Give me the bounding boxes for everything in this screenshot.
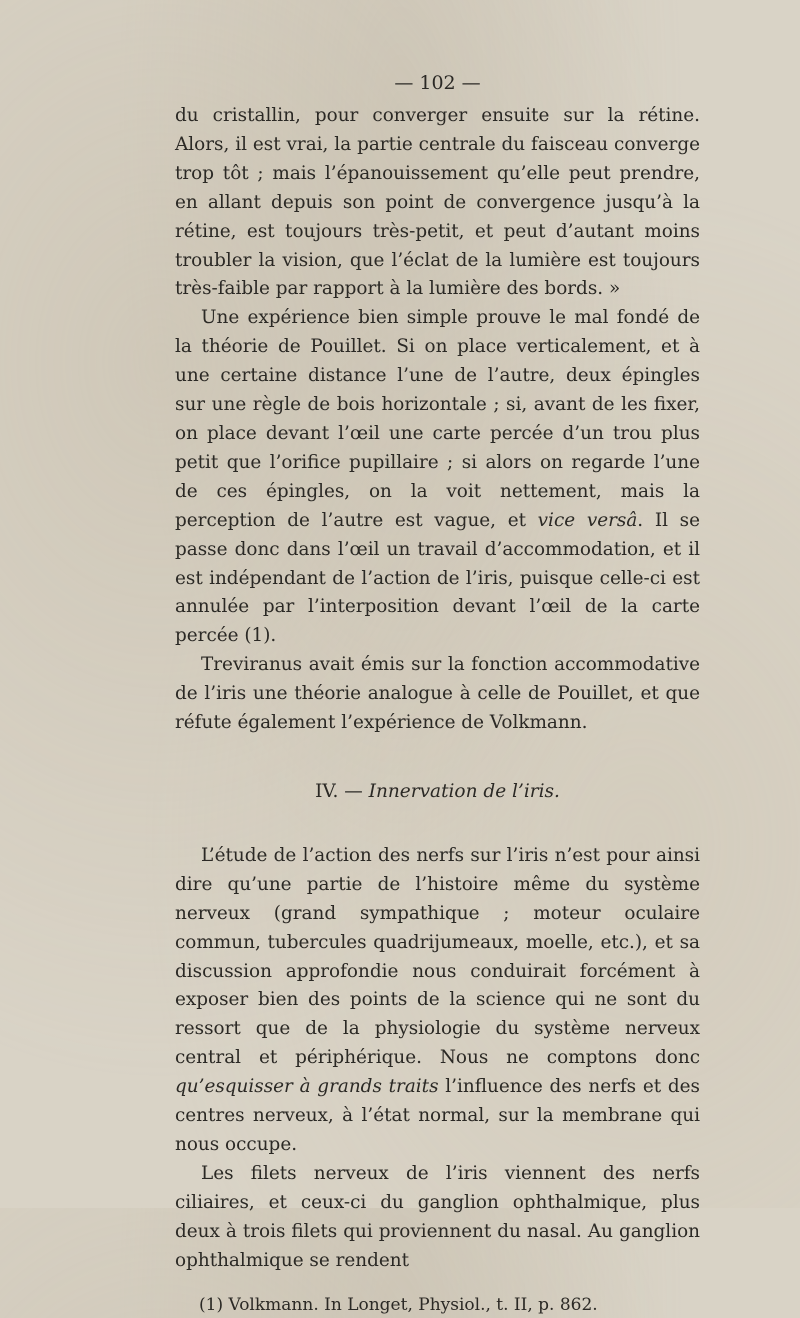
paragraph-experience [175, 304, 700, 651]
paragraph-italic: vice versâ [537, 509, 638, 531]
paragraph-filets [175, 1160, 700, 1276]
section-heading [175, 778, 700, 806]
paragraph-text: L’étude de l’action des nerfs sur l’iris n’est pour ainsi dire qu’une partie de l’histoire même du système nerveux (grand sympathique ; moteur oculaire commun, tubercules quadrijumeaux, moelle, etc.), et sa discussion approfondie nous conduirait forcément à exposer bien des points de la science qui ne sont du ressort que de la physiologie du système nerveux central et périphérique. Nous ne comptons donc [175, 844, 700, 1069]
paragraph-text: . Il se passe donc dans l’œil un travail d’accommodation, et il est indépendant de l’action de l’iris, puisque celle-ci est annulée par l’interposition devant l’œil de la carte percée (1). [175, 509, 700, 647]
paragraph-etude [175, 842, 700, 1160]
paragraph-continued [175, 102, 700, 304]
paragraph-text: Treviranus avait émis sur la fonction accommodative de l’iris une théorie analogue à celle de Pouillet, et que réfute également l’expérience de Volkmann. [175, 654, 700, 734]
section-text [175, 842, 700, 1276]
section-title: Innervation de l’iris. [368, 780, 560, 802]
paragraph-text: Une expérience bien simple prouve le mal fondé de la théorie de Pouillet. Si on place verticalement, et à une certaine distance l’une de l’autre, deux épingles sur une règle de bois horizontale ; si, avant de les fixer, on place devant l’œil une carte percée d’un trou plus petit que l’orifice pupillaire ; si alors on regarde l’une de ces épingles, on la voit nettement, mais la perception de l’autre est vague, et [175, 307, 700, 531]
paragraph-text: l’influence des nerfs et des centres nerveux, à l’état normal, sur la membrane qui nous occupe. [175, 1076, 700, 1155]
section-number: IV. — [315, 780, 369, 802]
book-page [175, 72, 700, 1318]
main-text [175, 102, 700, 738]
page-number: — 102 — [394, 72, 481, 94]
footnote: (1) Volkmann. In Longet, Physiol., t. II, p. 862. [199, 1294, 598, 1315]
paragraph-treviranus [175, 651, 700, 738]
paragraph-text: Les filets nerveux de l’iris viennent des nerfs ciliaires, et ceux-ci du ganglion ophthalmique, plus deux à trois filets qui proviennent du nasal. Au ganglion ophthalmique se rendent [175, 1162, 700, 1271]
paragraph-text: du cristallin, pour converger ensuite sur la rétine. Alors, il est vrai, la partie centrale du faisceau converge trop tôt ; mais l’épanouissement qu’elle peut prendre, en allant depuis son point de convergence jusqu’à la rétine, est toujours très-petit, et peut d’autant moins troubler la vision, que l’éclat de la lumière est toujours très-faible par rapport à la lumière des bords. » [175, 105, 700, 300]
paragraph-italic: qu’esquisser à grands traits [175, 1076, 439, 1098]
